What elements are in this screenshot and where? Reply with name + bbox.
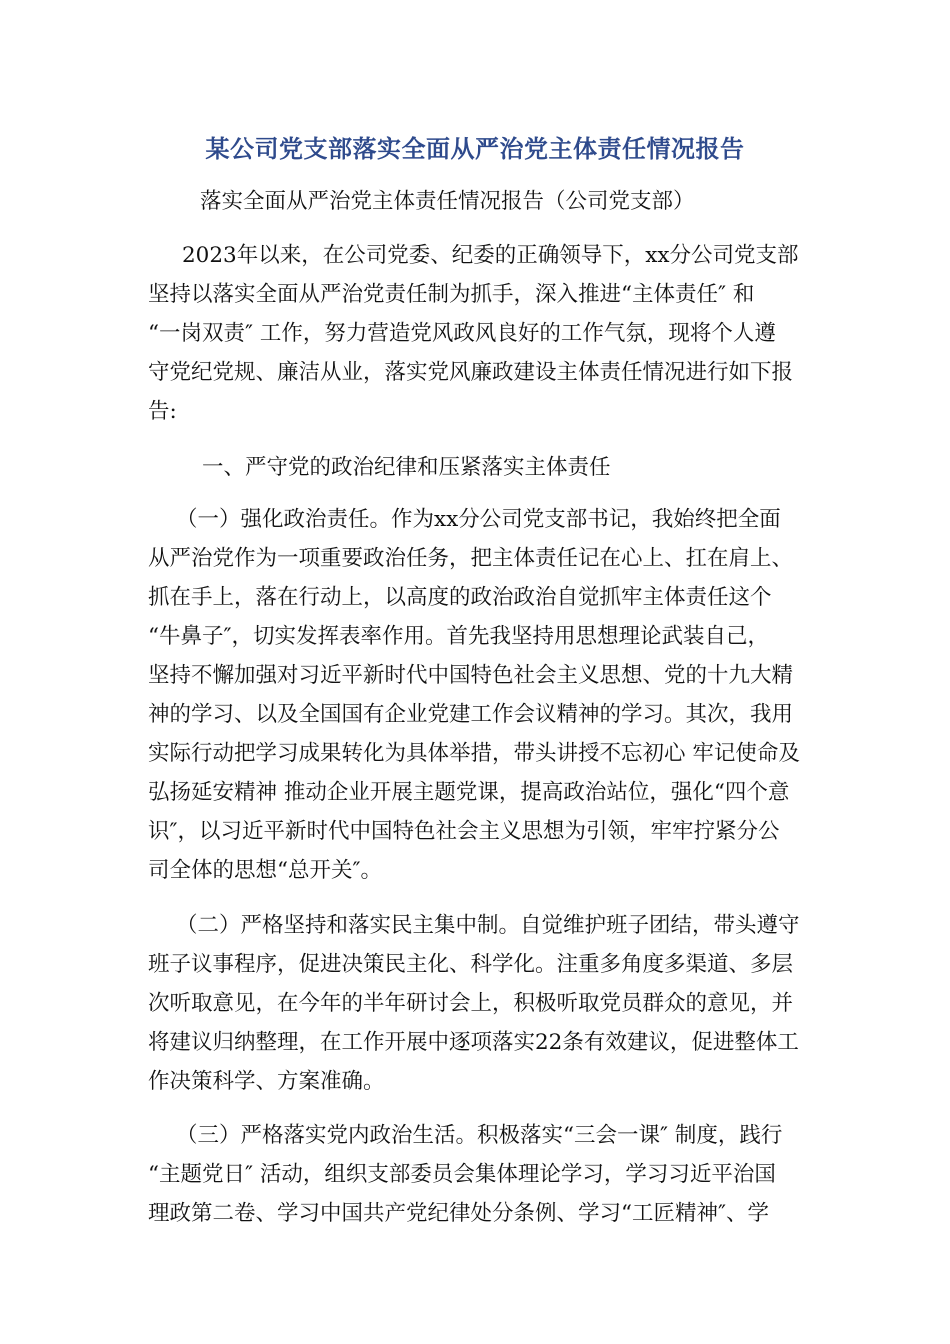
text-line: （三）严格落实党内政治生活。积极落实“三会一课″ 制度，践行 <box>176 1123 783 1148</box>
text-line: 告: <box>148 399 177 424</box>
paragraph-item-2 <box>148 906 808 1101</box>
text-line: 作决策科学、方案准确。 <box>148 1069 385 1094</box>
paragraph-item-1 <box>148 500 808 890</box>
text-line: 弘扬延安精神 推动企业开展主题党课，提高政治站位，强化“四个意 <box>148 780 790 805</box>
document-title: 某公司党支部落实全面从严治党主体责任情况报告 <box>205 135 745 163</box>
text-line: 班子议事程序，促进决策民主化、科学化。注重多角度多渠道、多层 <box>148 952 794 977</box>
text-line: 从严治党作为一项重要政治任务，把主体责任记在心上、扛在肩上、 <box>148 546 794 571</box>
text-line: 抓在手上，落在行动上，以高度的政治政治自觉抓牢主体责任这个 <box>148 585 772 610</box>
paragraph-intro <box>148 236 808 431</box>
text-line: 实际行动把学习成果转化为具体举措，带头讲授不忘初心 牢记使命及 <box>148 741 800 766</box>
text-line: 神的学习、以及全国国有企业党建工作会议精神的学习。其次，我用 <box>148 702 794 727</box>
text-line: 坚持不懈加强对习近平新时代中国特色社会主义思想、党的十九大精 <box>148 663 794 688</box>
paragraph-item-3 <box>148 1116 808 1233</box>
text-line: 理政第二卷、学习中国共产党纪律处分条例、学习“工匠精神″、学 <box>148 1201 770 1226</box>
text-line: 将建议归纳整理，在工作开展中逐项落实22条有效建议，促进整体工 <box>148 1030 799 1055</box>
text-line: 2023年以来，在公司党委、纪委的正确领导下，xx分公司党支部 <box>182 243 799 268</box>
document-subtitle: 落实全面从严治党主体责任情况报告（公司党支部） <box>200 189 695 214</box>
text-line: （一）强化政治责任。作为xx分公司党支部书记，我始终把全面 <box>176 507 781 532</box>
text-line: 守党纪党规、廉洁从业，落实党风廉政建设主体责任情况进行如下报 <box>148 360 794 385</box>
text-line: 次听取意见，在今年的半年研讨会上，积极听取党员群众的意见，并 <box>148 991 794 1016</box>
text-line: 识″，以习近平新时代中国特色社会主义思想为引领，牢牢拧紧分公 <box>148 819 780 844</box>
text-line: 坚持以落实全面从严治党责任制为抓手，深入推进“主体责任″ 和 <box>148 282 755 307</box>
text-line: （二）严格坚持和落实民主集中制。自觉维护班子团结，带头遵守 <box>176 913 800 938</box>
text-line: “一岗双责″ 工作，努力营造党风政风良好的工作气氛，现将个人遵 <box>148 321 776 346</box>
text-line: 司全体的思想“总开关″。 <box>148 858 383 883</box>
text-line: “牛鼻子″，切实发挥表率作用。首先我坚持用思想理论武装自己， <box>148 624 770 649</box>
text-line: “主题党日″ 活动，组织支部委员会集体理论学习，学习习近平治国 <box>148 1162 776 1187</box>
section-heading: 一、严守党的政治纪律和压紧落实主体责任 <box>202 455 611 480</box>
